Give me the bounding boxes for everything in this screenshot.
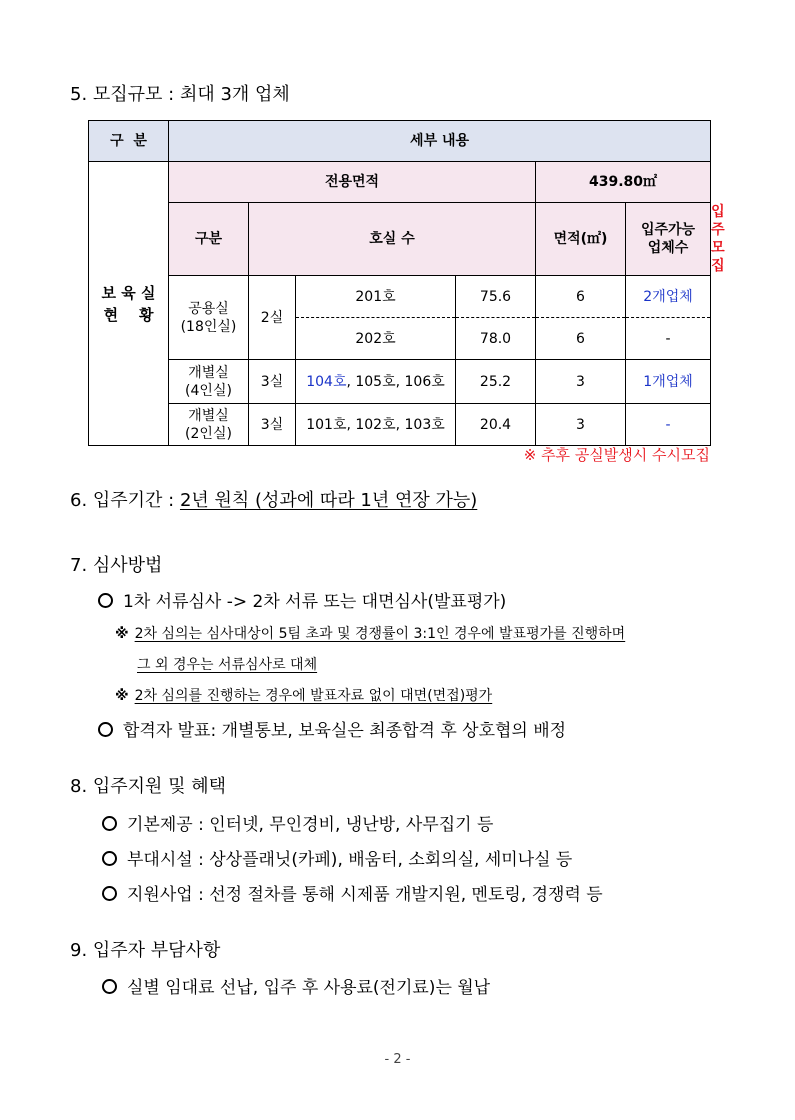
section-7-note-1-cont: 그 외 경우는 서류심사로 대체 [137,657,318,673]
section-7-note-1: ※ 2차 심의는 심사대상이 5팀 초과 및 경쟁률이 3:1인 경우에 발표평가를 진행하며 [115,626,626,642]
circle-bullet-icon [102,816,117,831]
col-gubun: 구분 [169,203,249,276]
section-7-bullet-1: 1차 서류심사 -> 2차 서류 또는 대면심사(발표평가) [98,587,506,612]
row-room: 104호, 105호, 106호 [296,360,456,404]
col-area: 면적(㎡) [536,203,626,276]
circle-bullet-icon [98,722,113,737]
section-9-bullet-1: 실별 임대료 선납, 입주 후 사용료(전기료)는 월납 [102,973,490,998]
section-6 [70,486,477,512]
section-9-title: 9. 입주자 부담사항 [70,940,221,961]
page-number: - 2 - [384,1052,411,1067]
row-capacity: 6 [536,318,626,360]
row-room: 201호 [296,276,456,318]
section-8-bullet-1: 기본제공 : 인터넷, 무인경비, 냉난방, 사무집기 등 [102,810,493,835]
row-recruit: 1개업체 [626,360,711,404]
circle-bullet-icon [98,593,113,608]
table-footnote: ※ 추후 공실발생시 수시모집 [523,446,710,464]
section-7-note-2: ※ 2차 심의를 진행하는 경우에 발표자료 없이 대면(면접)평가 [115,688,493,704]
header-gubun: 구 분 [89,121,169,162]
row-capacity: 3 [536,360,626,404]
row-area: 20.4 [456,404,536,446]
row-capacity: 6 [536,276,626,318]
section-6-label: 6. 입주기간 : [70,490,180,511]
section-6-value: 2년 원칙 (성과에 따라 1년 연장 가능) [179,490,478,511]
row-recruit: - [626,318,711,360]
col-rooms: 호실 수 [249,203,536,276]
row-room: 202호 [296,318,456,360]
circle-bullet-icon [102,851,117,866]
row-type: 개별실 (2인실) [169,404,249,446]
section-7-bullet-2: 합격자 발표: 개별통보, 보육실은 최종합격 후 상호협의 배정 [98,716,566,741]
header-detail: 세부 내용 [169,121,711,162]
area-value: 439.80㎡ [536,162,711,203]
row-recruit: - [626,404,711,446]
area-label: 전용면적 [169,162,536,203]
section-8-bullet-3: 지원사업 : 선정 절차를 통해 시제품 개발지원, 멘토링, 경쟁력 등 [102,880,603,905]
facility-table: 구 분 세부 내용 보 육 실 현 황 전용면적 439.80㎡ 구분 호실 수 면적(㎡) 입주가능 업체수 입주모집 공용실 (18인실) 2실 201호 75.6 6 2개업체 202호 78.0 6 - 개별실 (4인실) 3실 104호, 105호, 106호 25.2 3 1개업체 개별실 (2인실) 3실 101호, 102호, 103호 20.4 3 - [88,120,711,446]
row-recruit: 2개업체 [626,276,711,318]
row-type: 공용실 (18인실) [169,276,249,360]
row-capacity: 3 [536,404,626,446]
row-count: 3실 [249,404,296,446]
section-8-title: 8. 입주지원 및 혜택 [70,776,227,797]
row-count: 3실 [249,360,296,404]
col-capacity: 입주가능 업체수 [626,203,711,276]
section-5-title: 5. 모집규모 : 최대 3개 업체 [70,84,290,105]
row-area: 25.2 [456,360,536,404]
row-area: 78.0 [456,318,536,360]
row-count: 2실 [249,276,296,360]
row-area: 75.6 [456,276,536,318]
side-label: 보 육 실 현 황 [89,162,169,446]
circle-bullet-icon [102,886,117,901]
section-7-title: 7. 심사방법 [70,555,163,576]
row-room: 101호, 102호, 103호 [296,404,456,446]
row-type: 개별실 (4인실) [169,360,249,404]
section-8-bullet-2: 부대시설 : 상상플래닛(카페), 배움터, 소회의실, 세미나실 등 [102,845,572,870]
circle-bullet-icon [102,979,117,994]
